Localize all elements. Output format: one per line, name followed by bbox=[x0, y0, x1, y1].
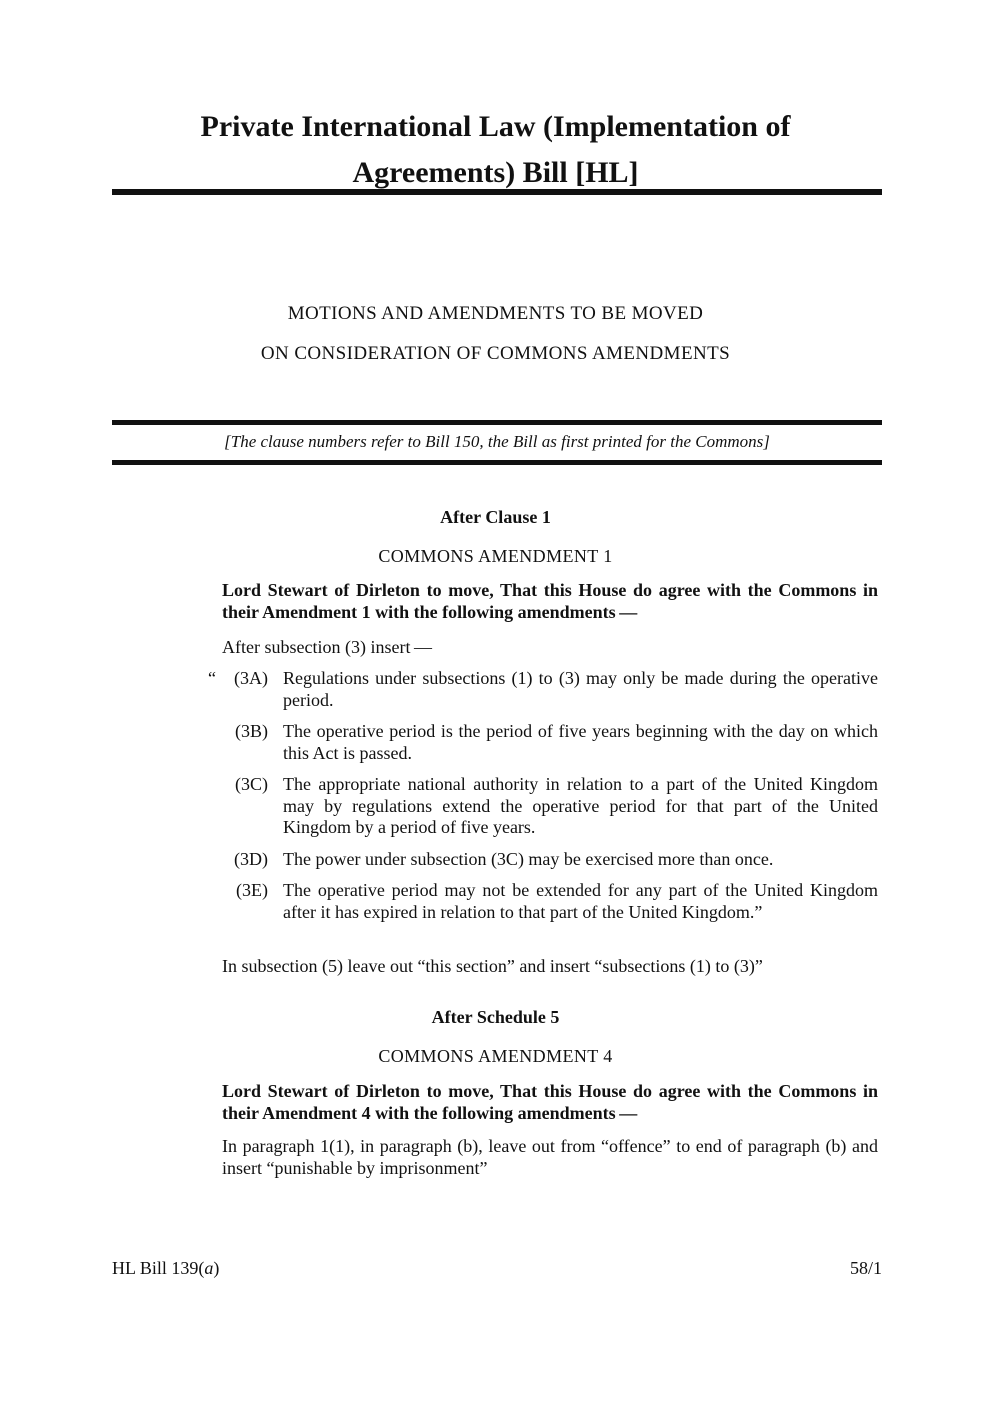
amendment-item-3a bbox=[208, 668, 878, 711]
session-page-reference: 58/1 bbox=[849, 1258, 882, 1278]
amendment-item-3e bbox=[222, 880, 878, 923]
subtitle-line-2: ON CONSIDERATION OF COMMONS AMENDMENTS bbox=[260, 343, 731, 364]
document-subtitle bbox=[0, 294, 991, 374]
open-quote: “ bbox=[208, 668, 216, 688]
clause-note-bottom-rule bbox=[112, 460, 882, 465]
bill-reference: HL Bill 139(a) bbox=[112, 1258, 220, 1278]
amendment-item-3d bbox=[222, 849, 878, 871]
page-footer bbox=[112, 1258, 882, 1279]
amendment-item-3b bbox=[222, 721, 878, 764]
document-title-line-2: Agreements) Bill [HL] bbox=[352, 156, 639, 189]
after-schedule-5-heading: After Schedule 5 bbox=[431, 1007, 560, 1027]
amendment-1-items bbox=[208, 668, 878, 933]
clause-note-text: [The clause numbers refer to Bill 150, the Bill as first printed for the Commons] bbox=[224, 432, 770, 451]
amendment-item-3c bbox=[222, 774, 878, 839]
title-double-rule bbox=[112, 189, 882, 195]
item-text: The appropriate national authority in relation to a part of the United Kingdom may by regulations extend the operative period for that part of the United Kingdom by a period of five years. bbox=[283, 774, 878, 837]
item-text: The power under subsection (3C) may be exercised more than once. bbox=[283, 848, 774, 869]
bill-reference-letter: a bbox=[204, 1258, 214, 1278]
item-text: The operative period is the period of five years beginning with the day on which this Act is passed. bbox=[283, 721, 878, 763]
subtitle-line-1: MOTIONS AND AMENDMENTS TO BE MOVED bbox=[287, 303, 704, 324]
commons-amendment-1-subheading: COMMONS AMENDMENT 1 bbox=[378, 546, 613, 566]
amendment-4-motion: Lord Stewart of Dirleton to move, That this House do agree with the Commons in their Amendment 4 with the following amendments — bbox=[222, 1081, 878, 1123]
item-number: (3C) bbox=[235, 774, 268, 794]
commons-amendment-4-subheading: COMMONS AMENDMENT 4 bbox=[378, 1046, 613, 1066]
amendment-4-instruction: In paragraph 1(1), in paragraph (b), leave out from “offence” to end of paragraph (b) and insert “punishable by imprisonment” bbox=[222, 1136, 878, 1178]
item-number: “ (3A) bbox=[208, 668, 268, 688]
item-number: (3E) bbox=[236, 880, 268, 900]
item-number: (3B) bbox=[235, 721, 268, 741]
amendment-1-motion: Lord Stewart of Dirleton to move, That this House do agree with the Commons in their Amendment 1 with the following amendments — bbox=[222, 580, 878, 622]
amendment-1-closing: In subsection (5) leave out “this section” and insert “subsections (1) to (3)” bbox=[222, 956, 763, 976]
item-text: Regulations under subsections (1) to (3) may only be made during the operative period. bbox=[283, 668, 878, 710]
item-text: The operative period may not be extended for any part of the United Kingdom after it has expired in relation to that part of the United Kingdom.” bbox=[283, 880, 878, 922]
document-title-line-1: Private International Law (Implementation of bbox=[200, 110, 791, 143]
clause-note-box bbox=[112, 420, 882, 465]
after-clause-1-heading: After Clause 1 bbox=[440, 507, 551, 527]
document-title bbox=[0, 104, 991, 196]
item-number: (3D) bbox=[234, 848, 268, 869]
amendment-1-instruction: After subsection (3) insert — bbox=[222, 637, 433, 657]
